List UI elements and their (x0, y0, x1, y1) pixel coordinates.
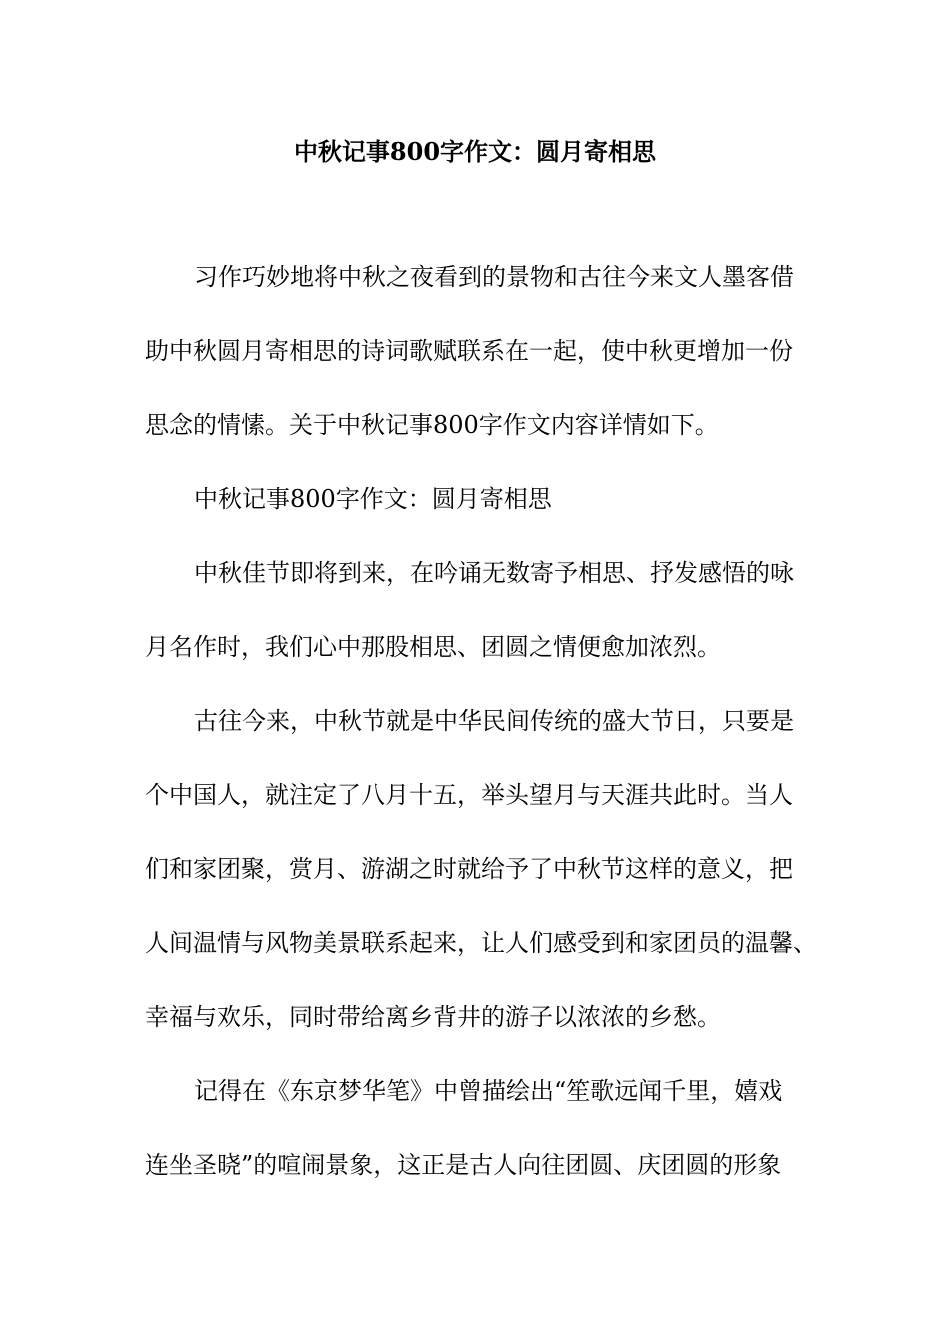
paragraph-line: 古往今来，中秋节就是中华民间传统的盛大节日，只要是 (194, 707, 794, 735)
paragraph-line: 幸福与欢乐，同时带给离乡背井的游子以浓浓的乡愁。 (145, 1003, 721, 1031)
paragraph-line: 习作巧妙地将中秋之夜看到的景物和古往今来文人墨客借 (194, 263, 794, 291)
paragraph-line: 中秋佳节即将到来，在吟诵无数寄予相思、抒发感悟的咏 (194, 559, 794, 587)
paragraph-line: 连坐圣晓”的喧闹景象，这正是古人向往团圆、庆团圆的形象 (145, 1151, 782, 1179)
paragraph-line: 月名作时，我们心中那股相思、团圆之情便愈加浓烈。 (145, 633, 721, 661)
subtitle-line: 中秋记事800字作文：圆月寄相思 (194, 485, 552, 513)
paragraph-line: 个中国人，就注定了八月十五，举头望月与天涯共此时。当人 (145, 781, 793, 809)
paragraph-line: 思念的情愫。关于中秋记事800字作文内容详情如下。 (145, 411, 719, 439)
paragraph-line: 人间温情与风物美景联系起来，让人们感受到和家团员的温馨、 (145, 929, 817, 957)
paragraph-line: 助中秋圆月寄相思的诗词歌赋联系在一起，使中秋更增加一份 (145, 337, 793, 365)
paragraph-line: 记得在《东京梦华笔》中曾描绘出“笙歌远闻千里，嬉戏 (194, 1077, 783, 1105)
paragraph-line: 们和家团聚，赏月、游湖之时就给予了中秋节这样的意义，把 (145, 855, 793, 883)
document-body (145, 255, 825, 1217)
document-title: 中秋记事800字作文：圆月寄相思 (293, 137, 657, 166)
